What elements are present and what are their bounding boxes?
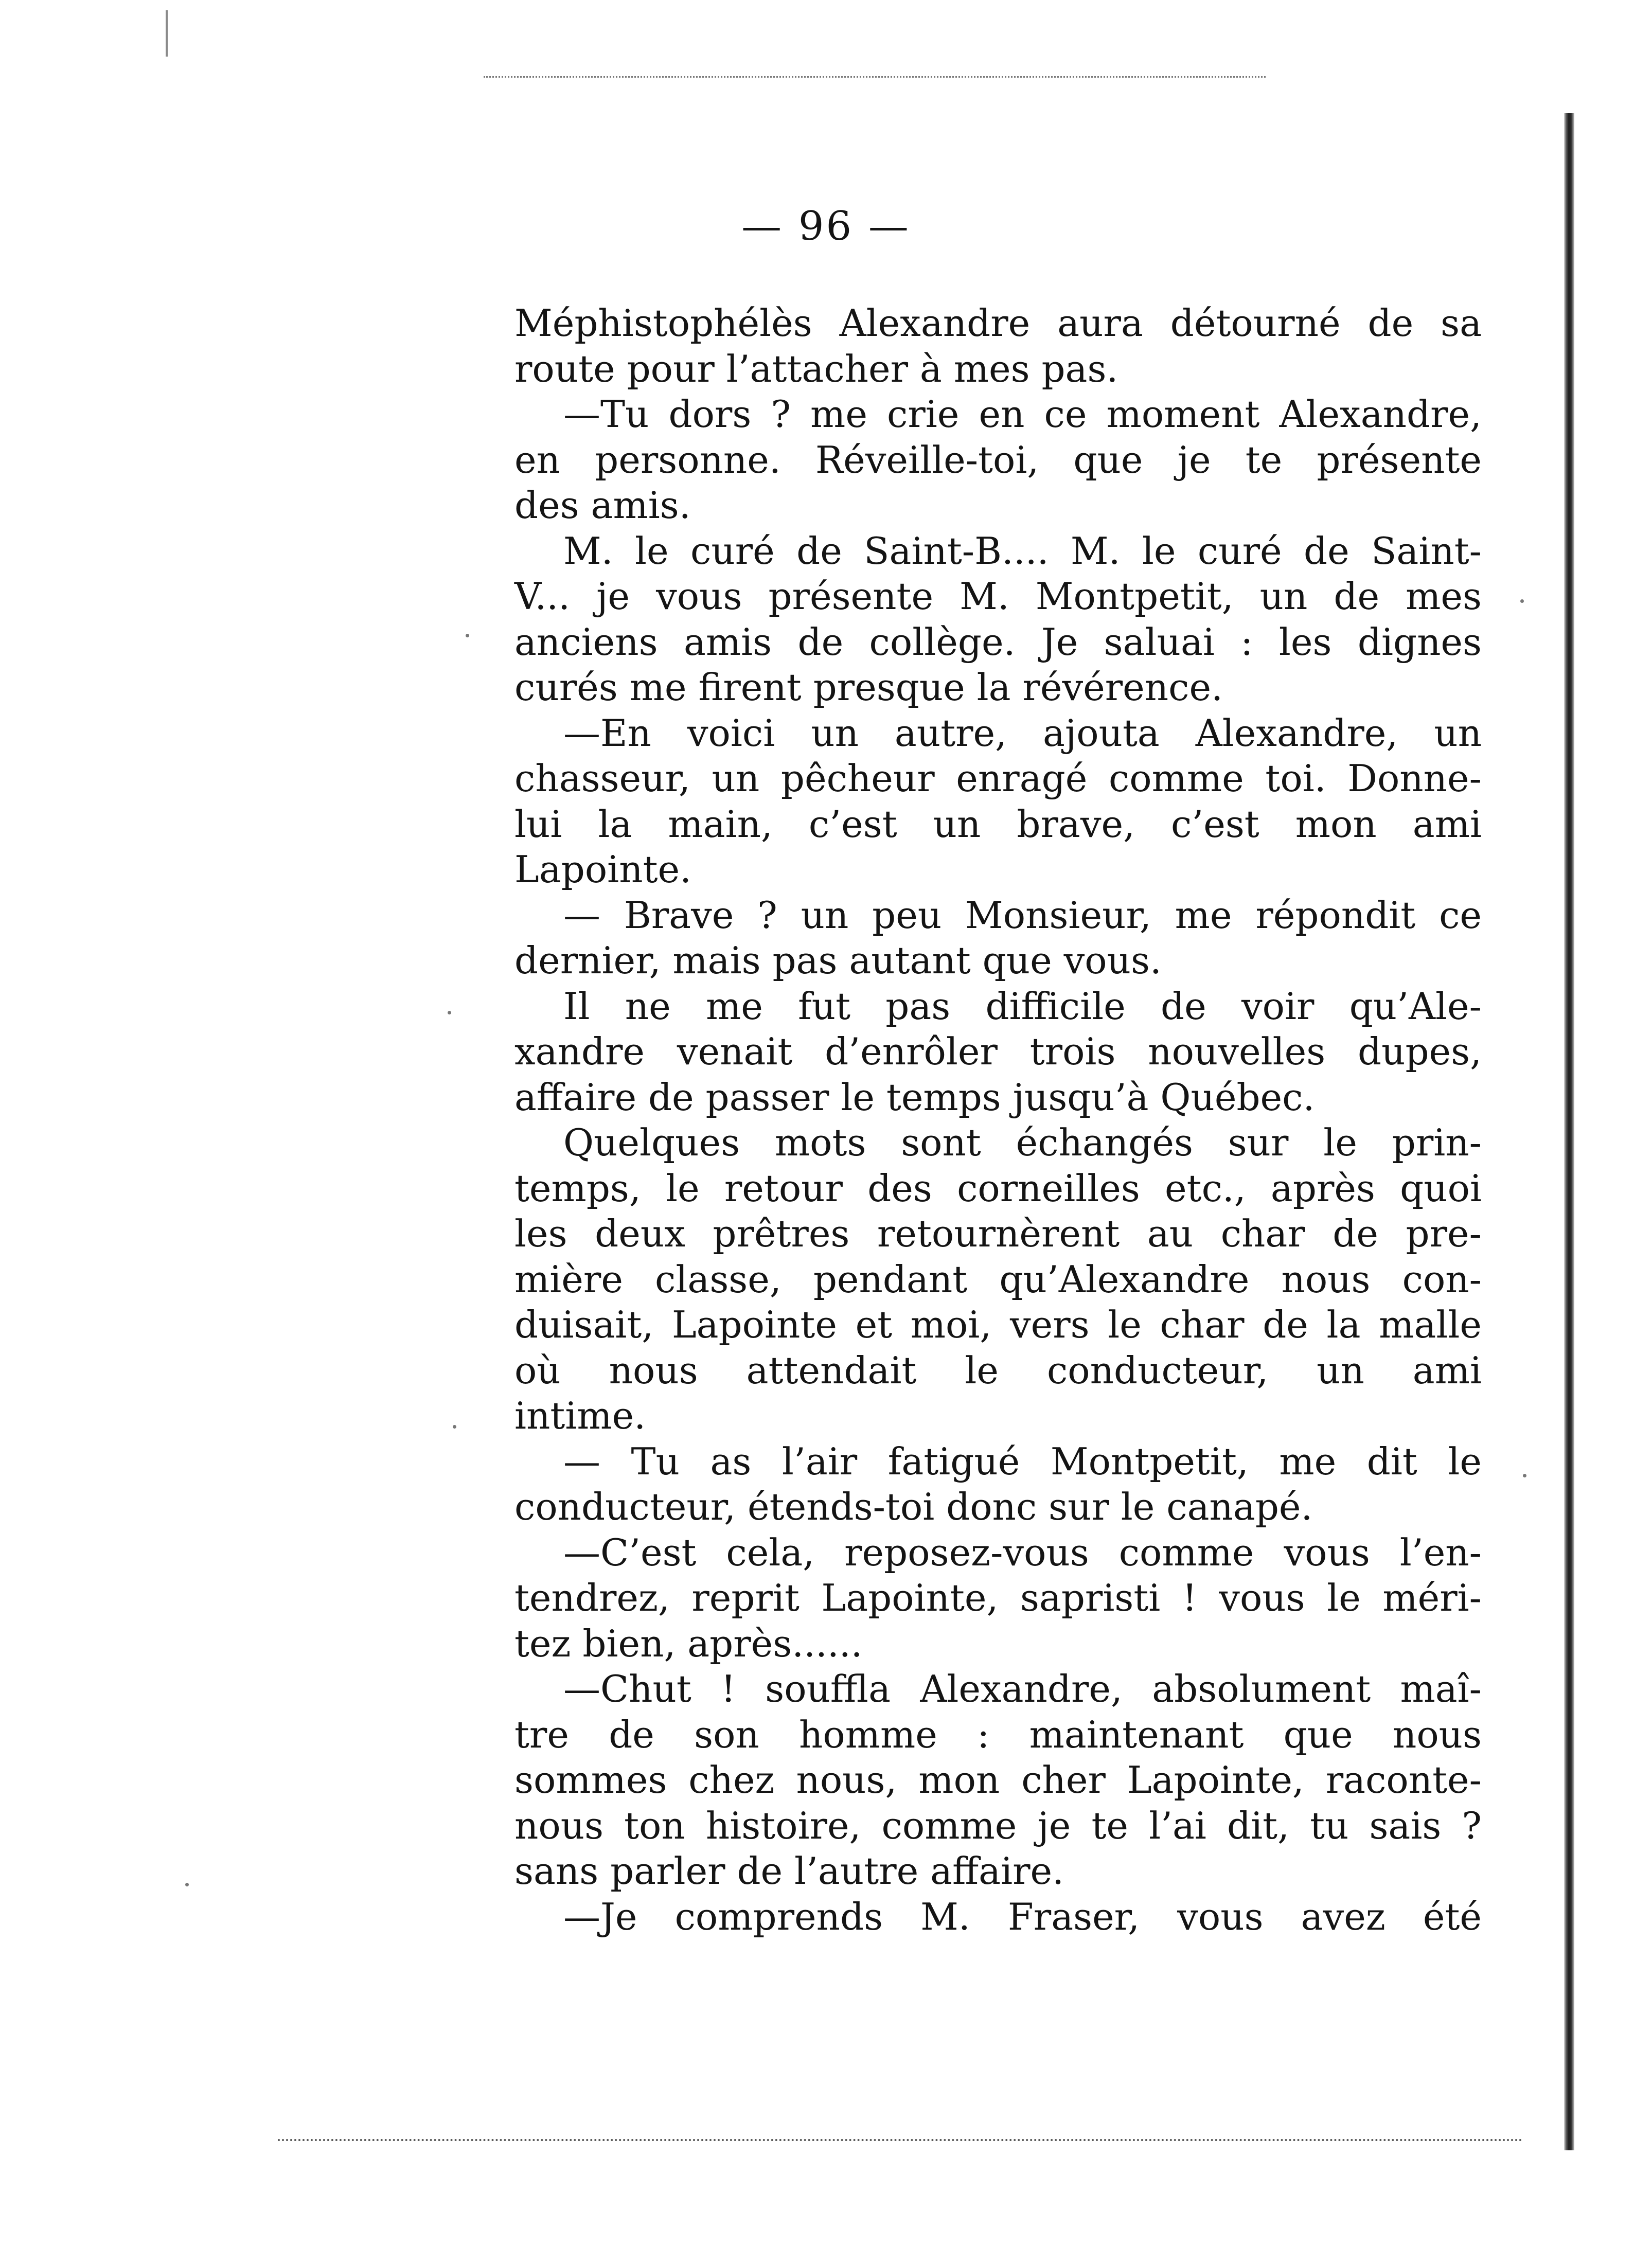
text-line: temps, le retour des corneilles etc., après quoi: [514, 1166, 1482, 1210]
text-line: dernier, mais pas autant que vous.: [514, 939, 1162, 982]
text-line: nous ton histoire, comme je te l’ai dit, tu sais ?: [514, 1804, 1482, 1847]
scan-speck: [448, 1011, 451, 1014]
text-line: anciens amis de collège. Je saluai : les dignes: [514, 620, 1482, 664]
text-line: les deux prêtres retournèrent au char de pre-: [514, 1212, 1482, 1255]
text-line: — Tu as l’air fatigué Montpetit, me dit le: [563, 1439, 1482, 1483]
text-line: chasseur, un pêcheur enragé comme toi. Donne-: [514, 757, 1482, 800]
scan-speck: [453, 1425, 456, 1429]
text-line: sommes chez nous, mon cher Lapointe, raconte-: [514, 1758, 1482, 1802]
text-line: tre de son homme : maintenant que nous: [514, 1713, 1482, 1756]
text-line: M. le curé de Saint-B.... M. le curé de Saint-: [563, 529, 1482, 573]
text-line: Méphistophélès Alexandre aura détourné de sa: [514, 301, 1482, 345]
text-line: lui la main, c’est un brave, c’est mon ami: [514, 802, 1482, 846]
text-line: V... je vous présente M. Montpetit, un de mes: [514, 575, 1482, 618]
text-line: en personne. Réveille-toi, que je te présente: [514, 438, 1482, 482]
text-line: où nous attendait le conducteur, un ami: [514, 1348, 1482, 1392]
scan-noise-bottom: [278, 2139, 1523, 2144]
scan-speck: [185, 1883, 189, 1886]
text-line: Quelques mots sont échangés sur le prin-: [563, 1121, 1482, 1164]
text-line: —Chut ! souffla Alexandre, absolument maî-: [563, 1667, 1482, 1710]
text-line: des amis.: [514, 484, 691, 527]
scan-noise-top: [484, 76, 1266, 81]
text-line: curés me firent presque la révérence.: [514, 666, 1223, 709]
text-line: intime.: [514, 1394, 646, 1437]
text-line: xandre venait d’enrôler trois nouvelles dupes,: [514, 1030, 1482, 1073]
scan-speck: [466, 634, 469, 637]
body-text: [514, 300, 1482, 1939]
text-line: Lapointe.: [514, 848, 692, 891]
text-line: tez bien, après......: [514, 1621, 863, 1665]
scan-speck: [1523, 1474, 1526, 1477]
text-line: Il ne me fut pas difficile de voir qu’Ale-: [563, 984, 1482, 1028]
text-line: route pour l’attacher à mes pas.: [514, 347, 1118, 390]
text-line: mière classe, pendant qu’Alexandre nous con-: [514, 1257, 1482, 1301]
text-line: —Je comprends M. Fraser, vous avez été: [563, 1895, 1482, 1938]
text-line: —En voici un autre, ajouta Alexandre, un: [563, 711, 1482, 755]
text-line: sans parler de l’autre affaire.: [514, 1849, 1064, 1893]
text-line: — Brave ? un peu Monsieur, me répondit ce: [563, 893, 1482, 937]
text-line: —Tu dors ? me crie en ce moment Alexandre,: [563, 393, 1482, 436]
text-line: conducteur, étends-toi donc sur le canapé.: [514, 1485, 1313, 1528]
scan-edge-left: [166, 10, 168, 57]
text-line: tendrez, reprit Lapointe, sapristi ! vous le méri-: [514, 1576, 1482, 1619]
text-line: duisait, Lapointe et moi, vers le char de la malle: [514, 1303, 1482, 1346]
page-number: — 96 —: [741, 203, 911, 249]
text-line: —C’est cela, reposez-vous comme vous l’en-: [563, 1530, 1482, 1574]
scan-speck: [1520, 599, 1524, 603]
text-line: affaire de passer le temps jusqu’à Québec.: [514, 1075, 1315, 1119]
scan-edge-right: [1564, 113, 1574, 2150]
